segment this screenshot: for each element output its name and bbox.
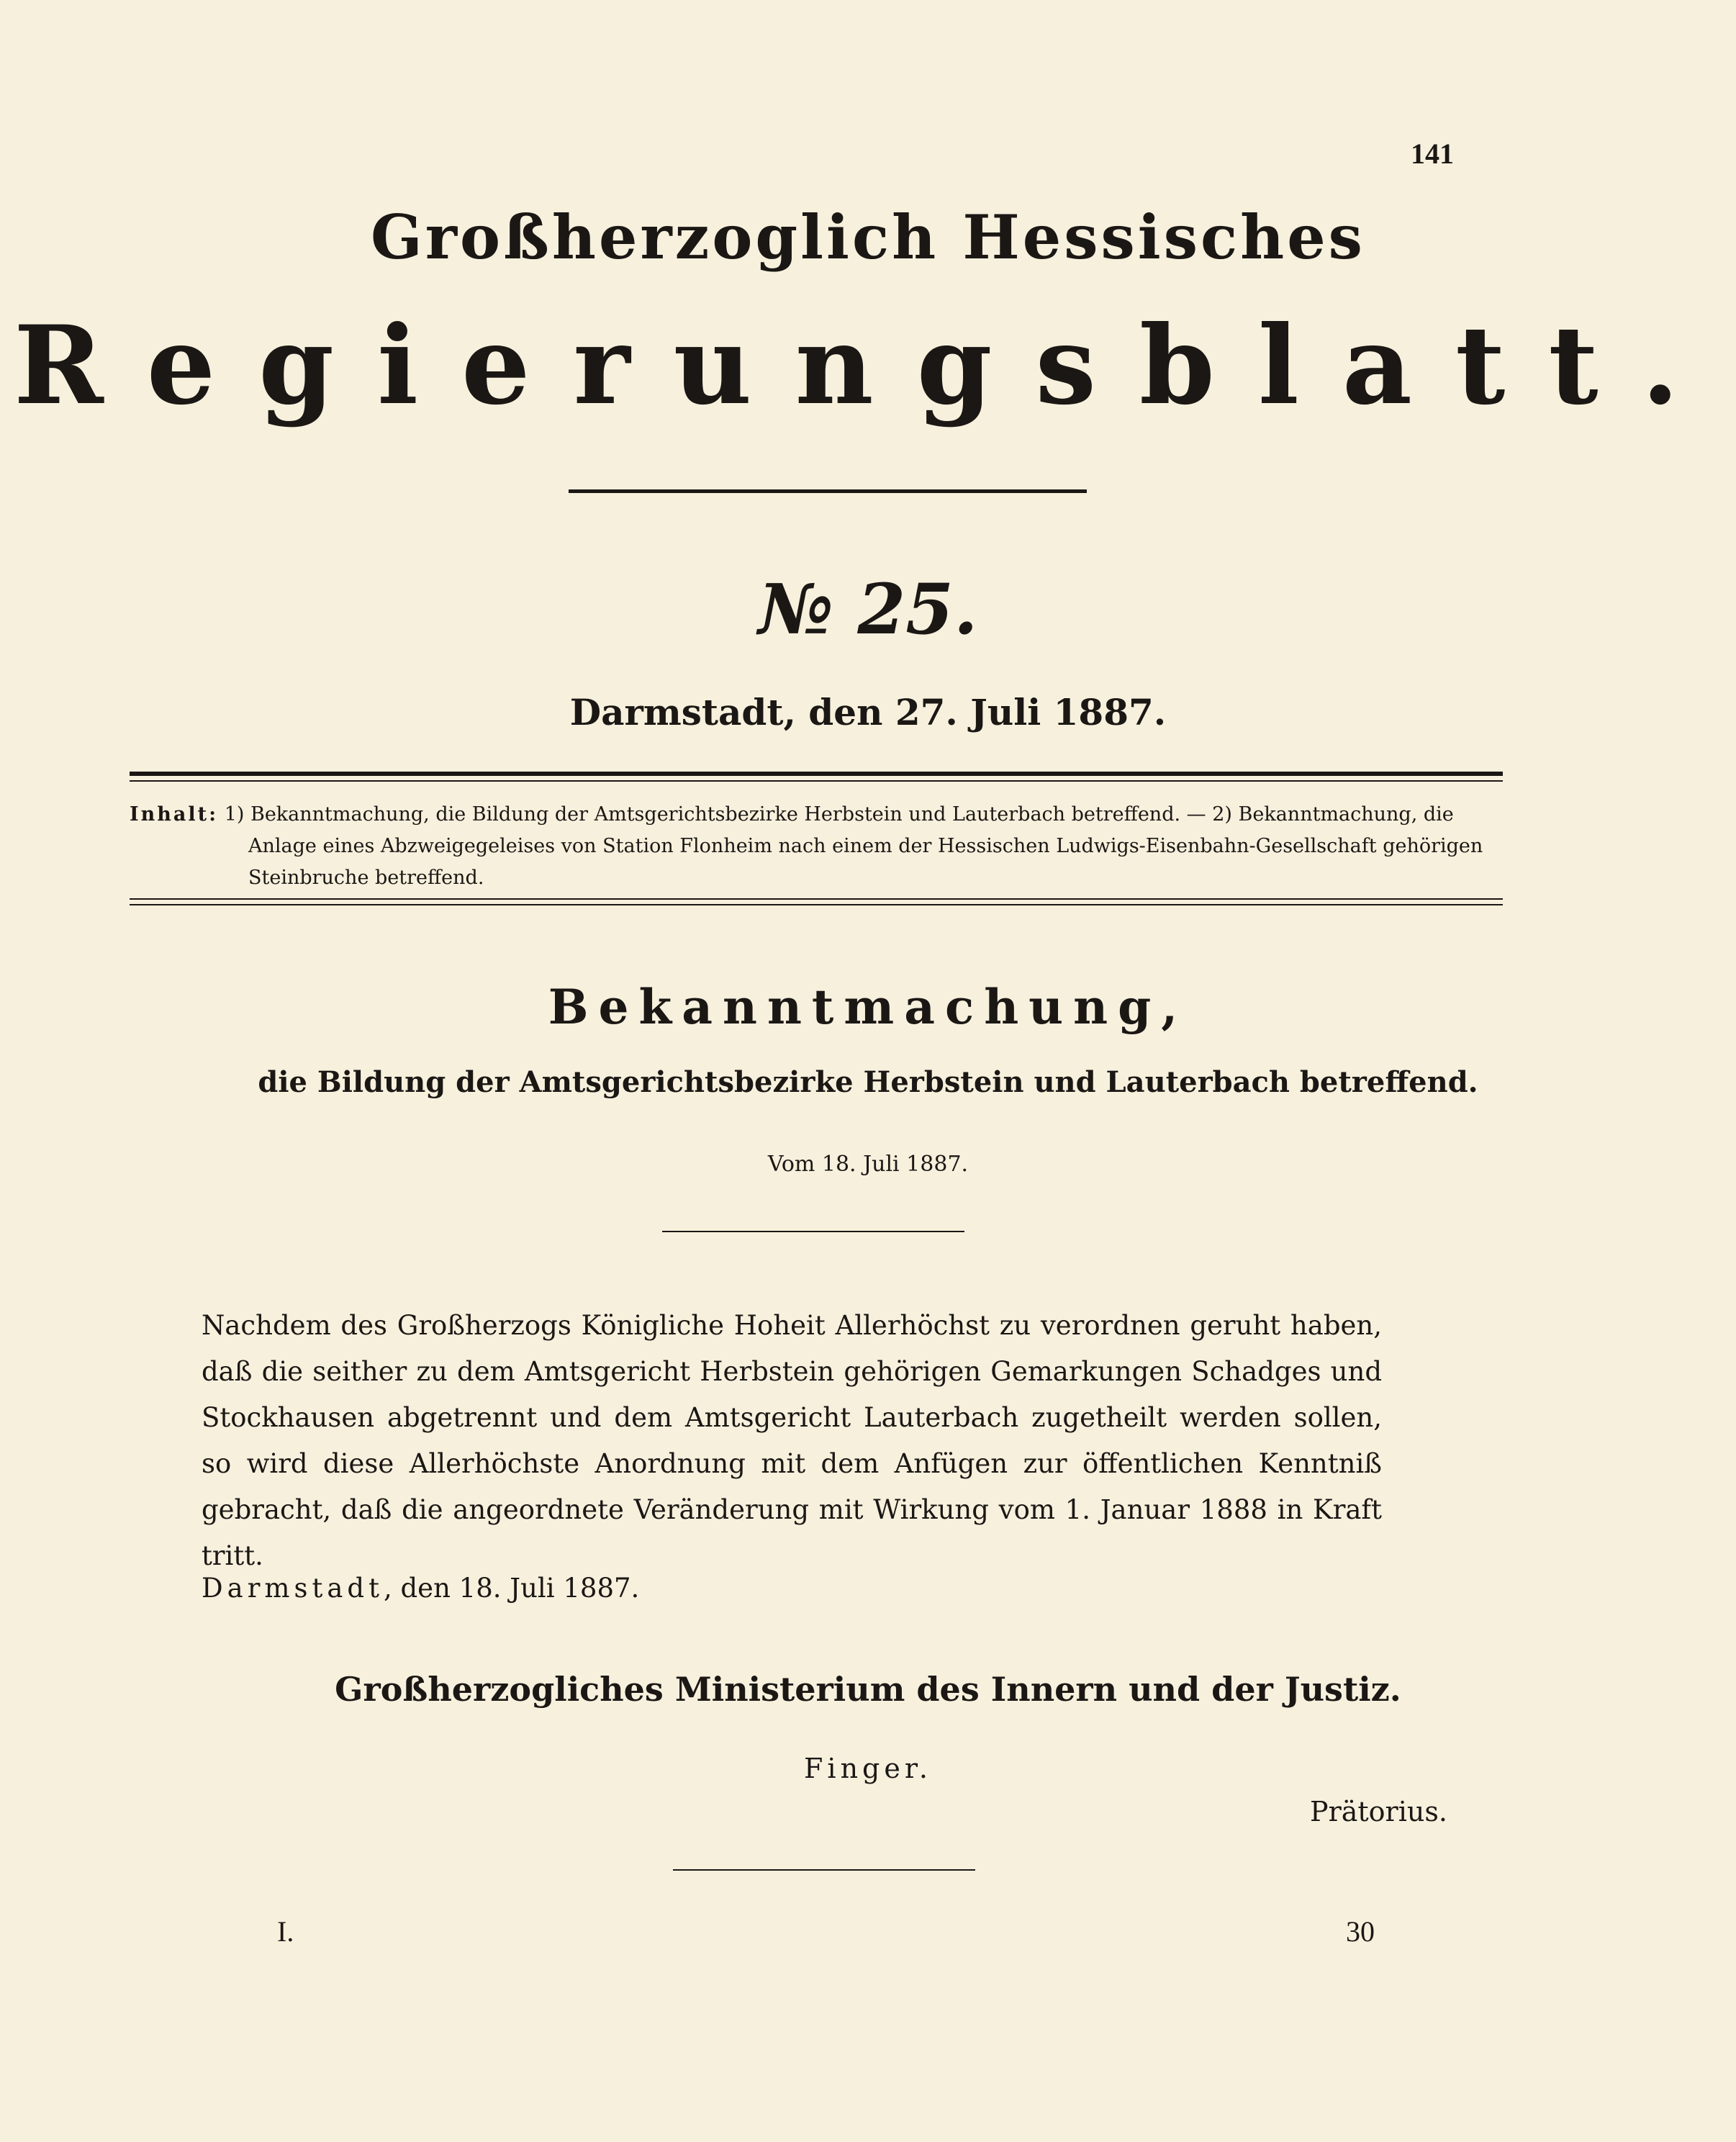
contents-line-2: Anlage eines Abzweigegeleises von Station Flonheim nach einem der Hessischen Ludwigs-Eisenbahn-Gesellschaft gehörigen	[248, 835, 1483, 857]
signing-city: Darmstadt	[202, 1573, 384, 1604]
notice-body	[202, 1303, 1382, 1579]
notice-title: Bekanntmachung,	[548, 979, 1188, 1035]
masthead-line1: Großherzoglich Hessisches	[371, 202, 1365, 273]
dateline: Darmstadt, den 27. Juli 1887.	[569, 691, 1167, 733]
contents-line-1: 1) Bekanntmachung, die Bildung der Amtsgerichtsbezirke Herbstein und Lauterbach betreffend. — 2) Bekanntmachung, die	[224, 803, 1454, 826]
notice-date: Vom 18. Juli 1887.	[767, 1152, 969, 1177]
notice-subtitle: die Bildung der Amtsgerichtsbezirke Herbstein und Lauterbach betreffend.	[258, 1065, 1478, 1099]
masthead-title: Regierungsblatt.	[14, 302, 1722, 429]
footer-sheet-number: 30	[1346, 1915, 1375, 1948]
contents-label: Inhalt:	[130, 803, 219, 826]
contents-bottom-rule-2	[130, 904, 1503, 905]
ministry-name: Großherzogliches Ministerium des Innern und der Justiz.	[335, 1670, 1401, 1709]
contents-top-rule-thick	[130, 772, 1503, 776]
signatory-praetorius: Prätorius.	[1310, 1796, 1447, 1827]
notice-divider	[662, 1231, 964, 1232]
contents-bottom-rule-1	[130, 898, 1503, 900]
footer-signature-mark: I.	[277, 1915, 294, 1948]
contents-top-rule-thin	[130, 780, 1503, 782]
table-of-contents	[130, 799, 1503, 894]
signing-place-date	[202, 1573, 639, 1604]
page-number: 141	[1411, 137, 1454, 170]
signing-date: , den 18. Juli 1887.	[383, 1573, 640, 1604]
signatory-finger: Finger.	[804, 1753, 932, 1784]
contents-line-3: Steinbruche betreffend.	[248, 867, 484, 889]
issue-number: № 25.	[758, 569, 978, 650]
masthead-rule	[569, 489, 1087, 493]
closing-divider	[673, 1869, 975, 1871]
notice-body-paragraph: Nachdem des Großherzogs Königliche Hoheit Allerhöchst zu verordnen geruht haben, daß die seither zu dem Amtsgericht Herbstein gehörigen Gemarkungen Schadges und Stockhausen abgetrennt und dem Amtsgericht Lauterbach zugetheilt werden sollen, so wird diese Allerhöchste Anordnung mit dem Anfügen zur öffentlichen Kenntniß gebracht, daß die angeordnete Veränderung mit Wirkung vom 1. Januar 1888 in Kraft tritt.	[202, 1310, 1382, 1571]
